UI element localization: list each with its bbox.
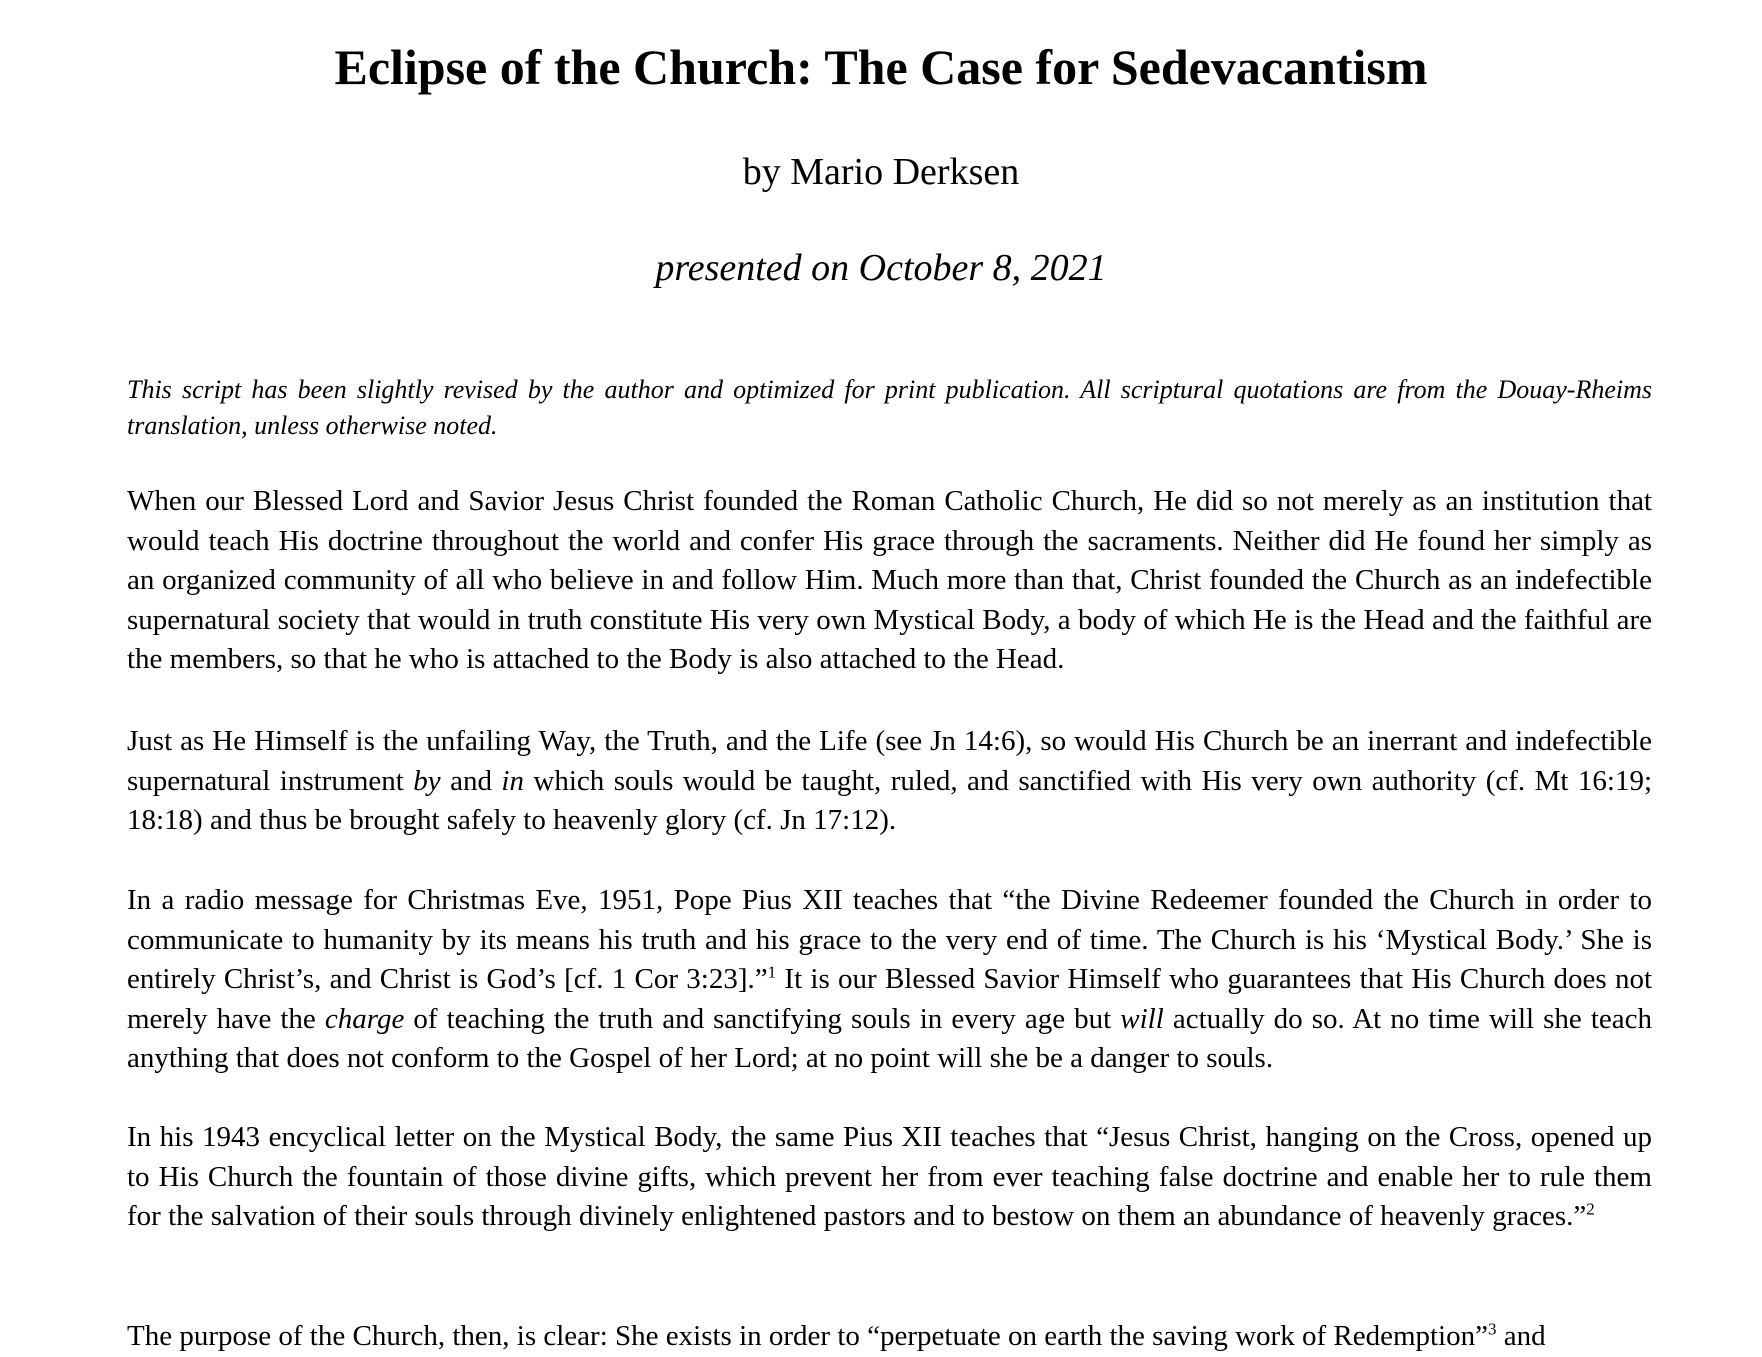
paragraph-5-text-b: and xyxy=(1496,1320,1546,1352)
paragraph-4-text-a: In his 1943 encyclical letter on the Mystical Body, the same Pius XII teaches that “Jesus Christ, hanging on the Cross, opened up to His Church the fountain of those divine gifts, which prevent her from ever teaching false doctrine and enable her to rule them for the salvation of their souls through divinely enlightened pastors and to bestow on them an abundance of heavenly graces.” xyxy=(127,1121,1652,1232)
paragraph-3-text-b: It is our Blessed Savior Himself who guarantees that His Church does not merely have the xyxy=(127,963,1652,1035)
editorial-note: This script has been slightly revised by the author and optimized for print publication. All scriptural quotations are from the Douay-Rheims translation, unless otherwise noted. xyxy=(127,375,1652,440)
footnote-ref-2: 2 xyxy=(1586,1199,1595,1219)
paragraph-3-text-c: of teaching the truth and sanctifying souls in every age but xyxy=(404,1002,1121,1035)
footnote-ref-1: 1 xyxy=(767,962,777,982)
author-byline: by Mario Derksen xyxy=(742,151,1020,193)
paragraph-3-emphasis-charge: charge xyxy=(324,1002,405,1035)
paragraph-3-text-a: In a radio message for Christmas Eve, 1951, Pope Pius XII teaches that “the Divine Redeemer founded the Church in order to communicate to humanity by its means his truth and his grace to the very end of time. The Church is his ‘Mystical Body.’ She is entirely Christ’s, and Christ is God’s [cf. 1 Cor 3:23].” xyxy=(127,884,1652,995)
paragraph-2-emphasis-by: by xyxy=(413,764,441,797)
paragraph-3 xyxy=(127,881,1652,1079)
paragraph-2 xyxy=(127,722,1652,841)
paragraph-4 xyxy=(127,1118,1652,1237)
footnote-ref-3: 3 xyxy=(1488,1319,1497,1339)
paragraph-5 xyxy=(127,1317,1652,1357)
paragraph-3-emphasis-will: will xyxy=(1120,1002,1164,1035)
paragraph-3-text-d: actually do so. At no time will she teach anything that does not conform to the Gospel of her Lord; at no point will she be a danger to souls. xyxy=(127,1002,1653,1074)
presentation-date: presented on October 8, 2021 xyxy=(655,247,1107,289)
document-title: Eclipse of the Church: The Case for Sedevacantism xyxy=(334,39,1428,95)
paragraph-5-text-a: The purpose of the Church, then, is clear: She exists in order to “perpetuate on earth the saving work of Redemption” xyxy=(127,1320,1488,1352)
paragraph-1: When our Blessed Lord and Savior Jesus Christ founded the Roman Catholic Church, He did so not merely as an institution that would teach His doctrine throughout the world and confer His grace through the sacraments. Neither did He found her simply as an organized community of all who believe in and follow Him. Much more than that, Christ founded the Church as an indefectible supernatural society that would in truth constitute His very own Mystical Body, a body of which He is the Head and the faithful are the members, so that he who is attached to the Body is also attached to the Head. xyxy=(127,485,1652,675)
paragraph-2-text-c: which souls would be taught, ruled, and sanctified with His very own authority (cf. Mt 16:19; 18:18) and thus be brought safely to heavenly glory (cf. Jn 17:12). xyxy=(127,764,1653,836)
paragraph-2-emphasis-in: in xyxy=(501,764,524,797)
paragraph-2-text-b: and xyxy=(440,764,502,797)
paragraph-2-text-a: Just as He Himself is the unfailing Way, the Truth, and the Life (see Jn 14:6), so would His Church be an inerrant and indefectible supernatural instrument xyxy=(127,725,1652,797)
